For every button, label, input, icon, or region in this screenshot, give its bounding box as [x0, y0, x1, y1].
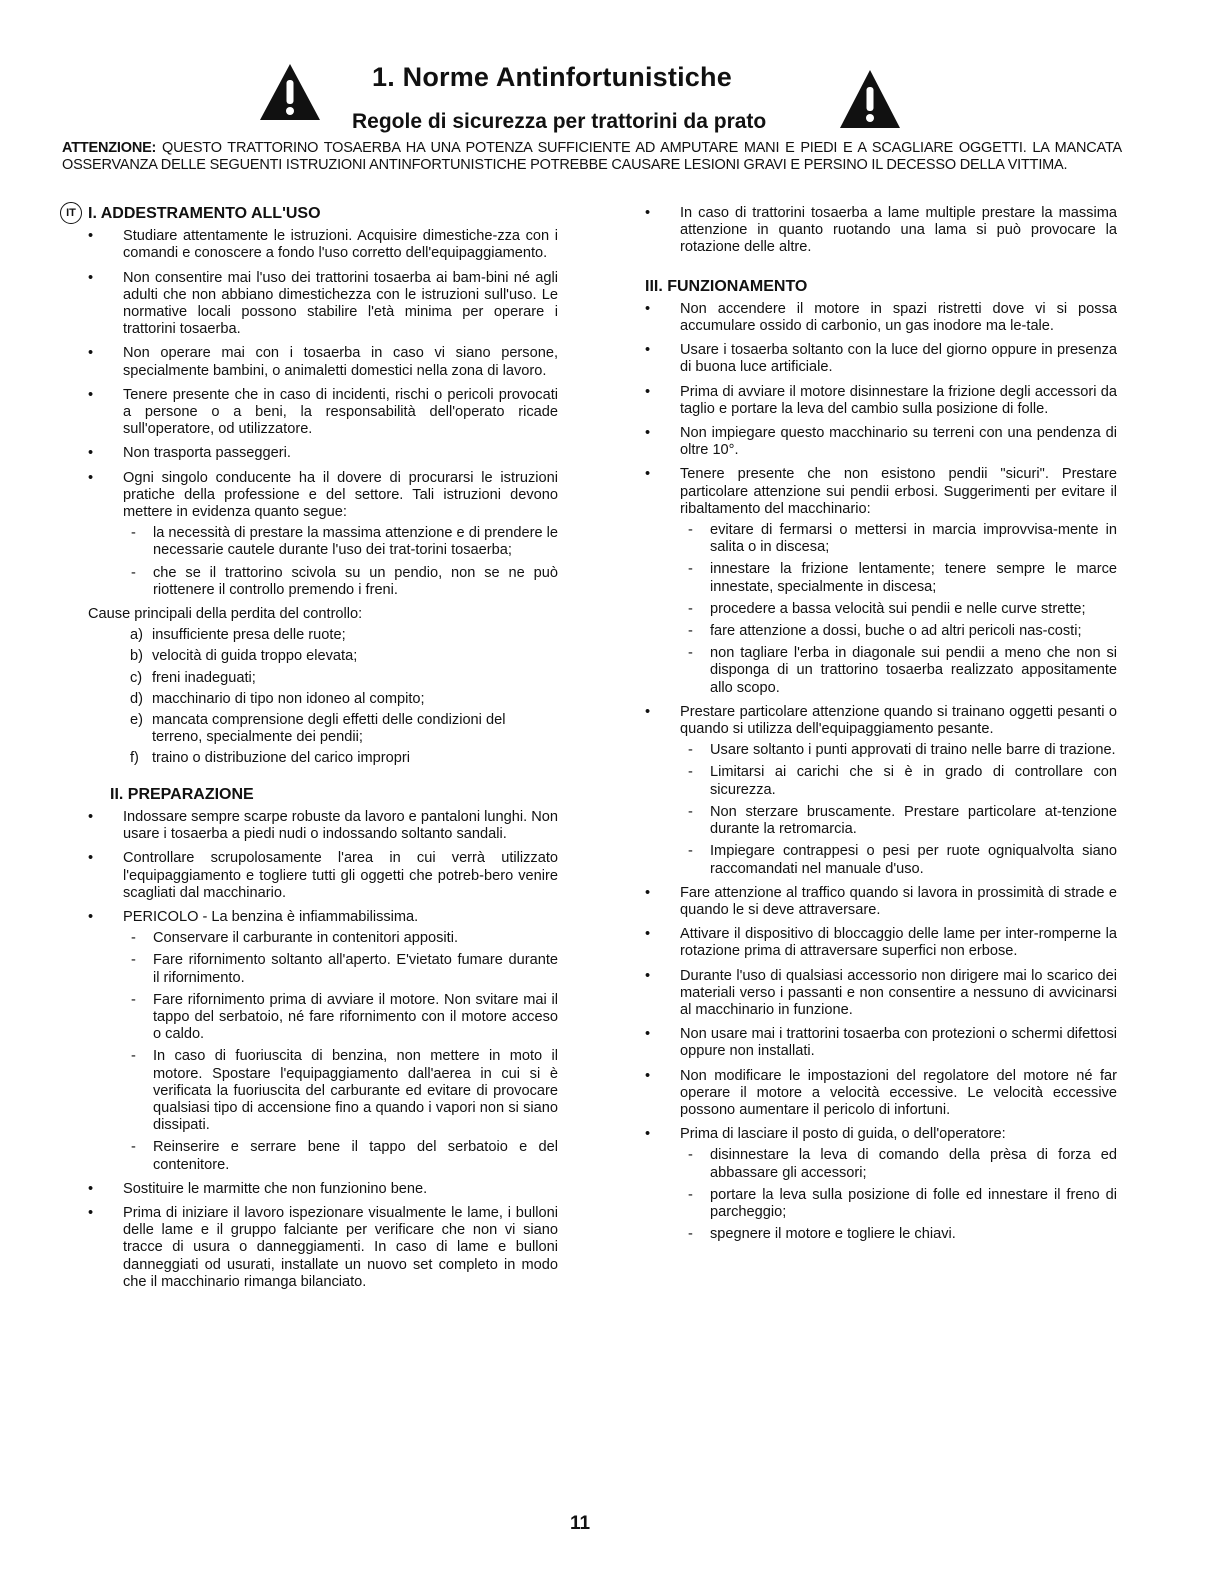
sub-list-item: - spegnere il motore e togliere le chiavi. [680, 1226, 1117, 1243]
list-item [645, 466, 1117, 696]
causes-title: Cause principali della perdita del controllo: [88, 606, 363, 623]
cause-item [88, 627, 558, 644]
sub-list-item: - Fare rifornimento prima di avviare il motore. Non svitare mai il tappo del serbatoio, né fare rifornimento con il motore acceso o caldo. [123, 992, 558, 1044]
right-column [645, 205, 1117, 1250]
page-number: 11 [570, 1513, 591, 1534]
cause-text: velocità di guida troppo elevata; [152, 648, 358, 665]
sub-list-item: - che se il trattorino scivola su un pendio, non se ne può riottenere il controllo premendo i freni. [123, 565, 558, 599]
list-item-text: Prima di lasciare il posto di guida, o dell'operatore: [680, 1126, 1006, 1143]
section-2-list [88, 809, 558, 1291]
cause-text: mancata comprensione degli effetti delle condizioni del terreno, specialmente dei pendii; [152, 712, 506, 746]
list-item-text: Tenere presente che non esistono pendii "sicuri". Prestare particolare attenzione sui pendii erbosi. Suggerimenti per evitare il ribaltamento del macchinario: [680, 466, 1117, 517]
sub-list-item: - Limitarsi ai carichi che si è in grado di controllare con sicurezza. [680, 764, 1117, 798]
section-1-title [66, 205, 558, 222]
list-item: • Non usare mai i trattorini tosaerba con protezioni o schermi difettosi oppure non installati. [645, 1026, 1117, 1060]
sub-list-item: - Impiegare contrappesi o pesi per ruote ogniqualvolta siano raccomandati nel manuale d'uso. [680, 843, 1117, 877]
sub-list-item: - In caso di fuoriuscita di benzina, non mettere in moto il motore. Spostare l'equipaggiamento dall'aerea in cui si è verificata la fuoriuscita del carburante ed evitare di provocare qualsiasi tipo di accensione fino a quando i vapori non si siano dissipati. [123, 1048, 558, 1134]
sub-list-item: - Usare soltanto i punti approvati di traino nelle barre di trazione. [680, 742, 1117, 759]
warning-label: ATTENZIONE: [62, 140, 157, 156]
list-item [645, 704, 1117, 878]
list-item: • Usare i tosaerba soltanto con la luce del giorno oppure in presenza di buona luce artificiale. [645, 342, 1117, 376]
section-1-list [88, 228, 558, 599]
cause-text: traino o distribuzione del carico impropri [152, 750, 410, 767]
sub-list-item: - innestare la frizione lentamente; tenere sempre le marce innestate, specialmente in discesa; [680, 561, 1117, 595]
cause-text: insufficiente presa delle ruote; [152, 627, 346, 644]
page-subtitle: Regole di sicurezza per trattorini da prato [352, 110, 767, 133]
right-top-list [645, 205, 1117, 257]
cause-item [88, 750, 558, 767]
sub-list-item: - procedere a bassa velocità sui pendii e nelle curve strette; [680, 601, 1117, 618]
cause-letter: f) [130, 750, 139, 767]
sub-list-item: - Fare rifornimento soltanto all'aperto. E'vietato fumare durante il rifornimento. [123, 952, 558, 986]
list-item: • Studiare attentamente le istruzioni. Acquisire dimestiche-zza con i comandi e conoscere a fondo l'uso corretto dell'equipaggiamento. [88, 228, 558, 262]
cause-letter: d) [130, 690, 143, 707]
left-column [66, 205, 558, 1298]
list-item: • Non accendere il motore in spazi ristretti dove vi si possa accumulare ossido di carbonio, un gas inodore ma le-tale. [645, 301, 1117, 335]
sub-list-item: - Non sterzare bruscamente. Prestare particolare at-tenzione durante la retromarcia. [680, 804, 1117, 838]
cause-text: macchinario di tipo non idoneo al compito; [152, 690, 425, 707]
warning-paragraph [62, 140, 1122, 174]
cause-letter: b) [130, 648, 143, 665]
sub-list-item: - evitare di fermarsi o mettersi in marcia improvvisa-mente in salita o in discesa; [680, 522, 1117, 556]
sub-list-item: - la necessità di prestare la massima attenzione e di prendere le necessarie cautele durante l'uso dei trat-torini tosaerba; [123, 525, 558, 559]
sub-list [680, 522, 1117, 697]
sub-list [123, 525, 558, 599]
cause-item [88, 691, 558, 708]
cause-letter: c) [130, 669, 143, 686]
list-item: • Indossare sempre scarpe robuste da lavoro e pantaloni lunghi. Non usare i tosaerba a piedi nudi o indossando soltanto sandali. [88, 809, 558, 843]
cause-item [88, 712, 558, 746]
section-1-title-text: I. ADDESTRAMENTO ALL'USO [88, 205, 321, 222]
cause-letter: a) [130, 627, 143, 644]
language-badge: IT [60, 202, 82, 224]
section-3-list [645, 301, 1117, 1244]
list-item: • Controllare scrupolosamente l'area in cui verrà utilizzato l'equipaggiamento e togliere tutti gli oggetti che potreb-bero venire scagliati dal macchinario. [88, 850, 558, 902]
list-item: • In caso di trattorini tosaerba a lame multiple prestare la massima attenzione in quanto ruotando una lama si può provocare la rotazione delle altre. [645, 205, 1117, 257]
sub-list-item: - non tagliare l'erba in diagonale sui pendii a meno che non si disponga di un trattorino tosaerba realizzato appositamente allo scopo. [680, 645, 1117, 697]
section-3-title: III. FUNZIONAMENTO [645, 277, 808, 295]
list-item: • Non modificare le impostazioni del regolatore del motore né far operare il motore a velocità eccessive. Le velocità eccessive possono aumentare il pericolo di infortuni. [645, 1068, 1117, 1120]
list-item: • Prima di iniziare il lavoro ispezionare visualmente le lame, i bulloni delle lame e il gruppo falciante per verificare che non vi siano tracce di usura o danneggiamenti. In caso di lame e bulloni danneggiati od usurati, installate un nuovo set completo in modo che il macchinario rimanga bilanciato. [88, 1205, 558, 1291]
cause-text: freni inadeguati; [152, 669, 256, 686]
sub-list-item: - fare attenzione a dossi, buche o ad altri pericoli nas-costi; [680, 623, 1117, 640]
list-item: • Durante l'uso di qualsiasi accessorio non dirigere mai lo scarico dei materiali verso i passanti e non consentire a nessuno di avvicinarsi al macchinario in funzione. [645, 968, 1117, 1020]
list-item [88, 909, 558, 1174]
sub-list-item: - portare la leva sulla posizione di folle ed innestare il freno di parcheggio; [680, 1187, 1117, 1221]
warning-text: QUESTO TRATTORINO TOSAERBA HA UNA POTENZA SUFFICIENTE AD AMPUTARE MANI E PIEDI E A SCAGLIARE OGGETTI. LA MANCATA OSSERVANZA DELLE SEGUENTI ISTRUZIONI ANTINFORTUNISTICHE POTREBBE CAUSARE LESIONI GRAVI E PERSINO IL DECESSO DELLA VITTIMA. [62, 140, 1122, 173]
list-item: • Non impiegare questo macchinario su terreni con una pendenza di oltre 10°. [645, 425, 1117, 459]
cause-letter: e) [130, 712, 143, 729]
section-2-title: II. PREPARAZIONE [110, 785, 254, 803]
list-item: • Attivare il dispositivo di bloccaggio delle lame per inter-romperne la rotazione prima di attraversare superfici non erbose. [645, 926, 1117, 960]
list-item-text: PERICOLO - La benzina è infiammabilissima. [123, 908, 419, 925]
list-item: • Sostituire le marmitte che non funzionino bene. [88, 1181, 558, 1198]
list-item: • Fare attenzione al traffico quando si lavora in prossimità di strade e quando le si deve attraversare. [645, 885, 1117, 919]
list-item: • Non trasporta passeggeri. [88, 445, 558, 462]
sub-list-item: - disinnestare la leva di comando della prèsa di forza ed abbassare gli accessori; [680, 1147, 1117, 1181]
sub-list [680, 742, 1117, 877]
sub-list-item: - Conservare il carburante in contenitori appositi. [123, 930, 558, 947]
sub-list [123, 930, 558, 1174]
page-title: 1. Norme Antinfortunistiche [372, 62, 732, 92]
list-item [645, 1126, 1117, 1243]
cause-item [88, 670, 558, 687]
list-item: • Tenere presente che in caso di incidenti, rischi o pericoli provocati a persone o a beni, la responsabilità dell'operato ricade sull'operatore, od utilizzatore. [88, 387, 558, 439]
sub-list [680, 1147, 1117, 1243]
list-item: • Prima di avviare il motore disinnestare la frizione degli accessori da taglio e portare la leva del cambio sulla posizione di folle. [645, 384, 1117, 418]
list-item [88, 470, 558, 599]
causes-list [88, 627, 558, 767]
list-item-text: Ogni singolo conducente ha il dovere di procurarsi le istruzioni pratiche della professione e del settore. Tali istruzioni devono mettere in evidenza quanto segue: [123, 469, 558, 521]
cause-item [88, 648, 558, 665]
list-item: • Non operare mai con i tosaerba in caso vi siano persone, specialmente bambini, o animaletti domestici nella zona di lavoro. [88, 345, 558, 379]
sub-list-item: - Reinserire e serrare bene il tappo del serbatoio e del contenitore. [123, 1139, 558, 1173]
list-item: • Non consentire mai l'uso dei trattorini tosaerba ai bam-bini né agli adulti che non abbiano dimestichezza con le istruzioni sull'uso. Le normative locali possono stabilire l'età minima per operare i trattorini tosaerba. [88, 270, 558, 339]
list-item-text: Prestare particolare attenzione quando si trainano oggetti pesanti o quando si utilizza dell'equipaggiamento pesante. [680, 703, 1117, 738]
